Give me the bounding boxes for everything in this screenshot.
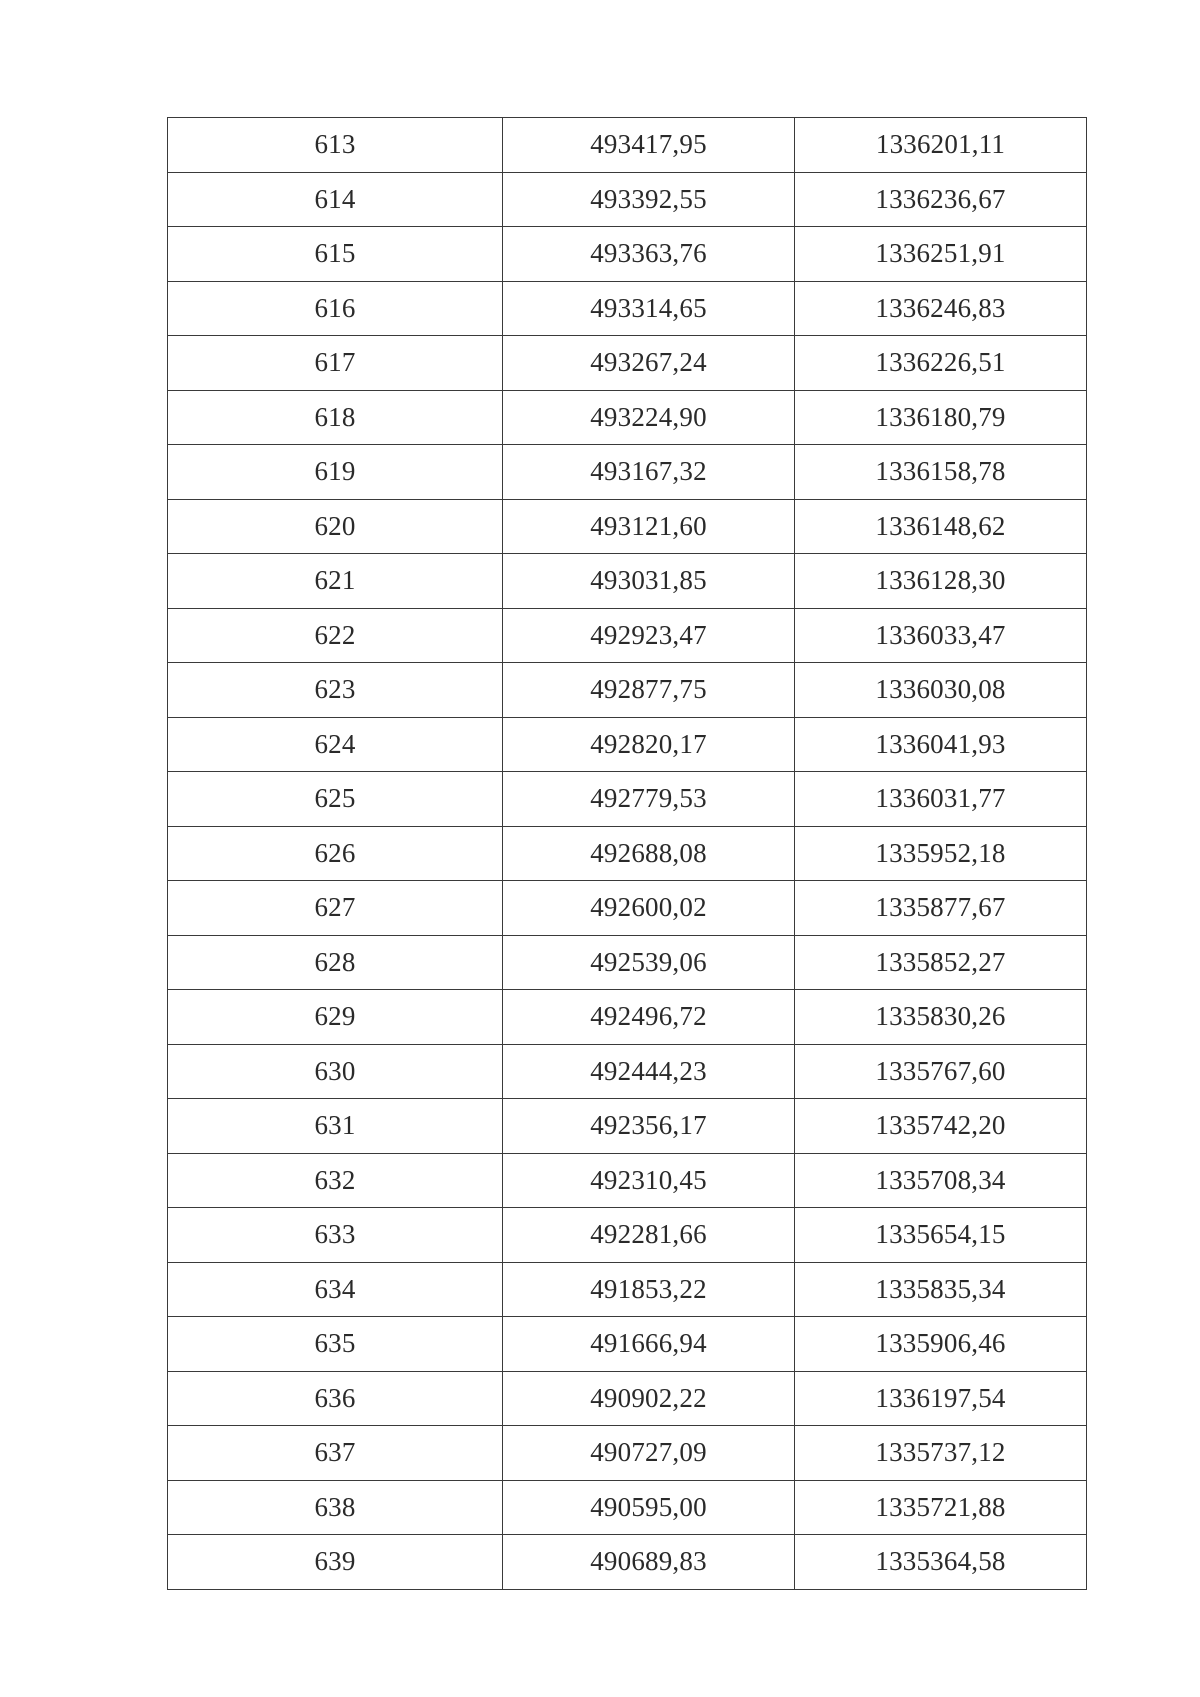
x-coordinate-cell: 493314,65 — [503, 281, 795, 336]
table-row — [168, 227, 1087, 282]
x-coordinate-cell: 491666,94 — [503, 1317, 795, 1372]
x-coordinate-cell: 492496,72 — [503, 990, 795, 1045]
y-coordinate-cell: 1336197,54 — [795, 1371, 1087, 1426]
point-number-cell: 631 — [168, 1099, 503, 1154]
y-coordinate-cell: 1336180,79 — [795, 390, 1087, 445]
table-row — [168, 608, 1087, 663]
table-row — [168, 281, 1087, 336]
x-coordinate-cell: 493267,24 — [503, 336, 795, 391]
table-row — [168, 1262, 1087, 1317]
x-coordinate-cell: 492877,75 — [503, 663, 795, 718]
y-coordinate-cell: 1335742,20 — [795, 1099, 1087, 1154]
point-number-cell: 624 — [168, 717, 503, 772]
point-number-cell: 614 — [168, 172, 503, 227]
coordinates-table — [167, 117, 1087, 1590]
table-row — [168, 445, 1087, 500]
x-coordinate-cell: 492539,06 — [503, 935, 795, 990]
x-coordinate-cell: 490902,22 — [503, 1371, 795, 1426]
table-row — [168, 1044, 1087, 1099]
x-coordinate-cell: 492923,47 — [503, 608, 795, 663]
x-coordinate-cell: 492820,17 — [503, 717, 795, 772]
point-number-cell: 630 — [168, 1044, 503, 1099]
point-number-cell: 634 — [168, 1262, 503, 1317]
y-coordinate-cell: 1336251,91 — [795, 227, 1087, 282]
y-coordinate-cell: 1335767,60 — [795, 1044, 1087, 1099]
x-coordinate-cell: 491853,22 — [503, 1262, 795, 1317]
y-coordinate-cell: 1335364,58 — [795, 1535, 1087, 1590]
table-row — [168, 990, 1087, 1045]
y-coordinate-cell: 1336033,47 — [795, 608, 1087, 663]
table-row — [168, 554, 1087, 609]
x-coordinate-cell: 493392,55 — [503, 172, 795, 227]
point-number-cell: 618 — [168, 390, 503, 445]
x-coordinate-cell: 493363,76 — [503, 227, 795, 282]
point-number-cell: 638 — [168, 1480, 503, 1535]
table-row — [168, 336, 1087, 391]
y-coordinate-cell: 1336236,67 — [795, 172, 1087, 227]
table-row — [168, 172, 1087, 227]
point-number-cell: 627 — [168, 881, 503, 936]
y-coordinate-cell: 1336148,62 — [795, 499, 1087, 554]
point-number-cell: 633 — [168, 1208, 503, 1263]
table-row — [168, 772, 1087, 827]
point-number-cell: 616 — [168, 281, 503, 336]
x-coordinate-cell: 490727,09 — [503, 1426, 795, 1481]
x-coordinate-cell: 492356,17 — [503, 1099, 795, 1154]
point-number-cell: 626 — [168, 826, 503, 881]
table-row — [168, 118, 1087, 173]
x-coordinate-cell: 492779,53 — [503, 772, 795, 827]
y-coordinate-cell: 1336158,78 — [795, 445, 1087, 500]
y-coordinate-cell: 1336201,11 — [795, 118, 1087, 173]
x-coordinate-cell: 492281,66 — [503, 1208, 795, 1263]
point-number-cell: 637 — [168, 1426, 503, 1481]
point-number-cell: 622 — [168, 608, 503, 663]
table-row — [168, 390, 1087, 445]
x-coordinate-cell: 490689,83 — [503, 1535, 795, 1590]
x-coordinate-cell: 493417,95 — [503, 118, 795, 173]
table-row — [168, 1371, 1087, 1426]
x-coordinate-cell: 493031,85 — [503, 554, 795, 609]
coordinates-table-body — [168, 118, 1087, 1590]
y-coordinate-cell: 1335906,46 — [795, 1317, 1087, 1372]
point-number-cell: 629 — [168, 990, 503, 1045]
y-coordinate-cell: 1335737,12 — [795, 1426, 1087, 1481]
point-number-cell: 620 — [168, 499, 503, 554]
table-row — [168, 1480, 1087, 1535]
y-coordinate-cell: 1336030,08 — [795, 663, 1087, 718]
table-row — [168, 1099, 1087, 1154]
y-coordinate-cell: 1335835,34 — [795, 1262, 1087, 1317]
table-row — [168, 499, 1087, 554]
point-number-cell: 639 — [168, 1535, 503, 1590]
y-coordinate-cell: 1336246,83 — [795, 281, 1087, 336]
x-coordinate-cell: 490595,00 — [503, 1480, 795, 1535]
y-coordinate-cell: 1335721,88 — [795, 1480, 1087, 1535]
x-coordinate-cell: 493167,32 — [503, 445, 795, 500]
point-number-cell: 623 — [168, 663, 503, 718]
table-row — [168, 1535, 1087, 1590]
y-coordinate-cell: 1336041,93 — [795, 717, 1087, 772]
point-number-cell: 625 — [168, 772, 503, 827]
y-coordinate-cell: 1335654,15 — [795, 1208, 1087, 1263]
y-coordinate-cell: 1336128,30 — [795, 554, 1087, 609]
y-coordinate-cell: 1335708,34 — [795, 1153, 1087, 1208]
point-number-cell: 617 — [168, 336, 503, 391]
y-coordinate-cell: 1335877,67 — [795, 881, 1087, 936]
table-row — [168, 1208, 1087, 1263]
y-coordinate-cell: 1336226,51 — [795, 336, 1087, 391]
table-row — [168, 1426, 1087, 1481]
point-number-cell: 628 — [168, 935, 503, 990]
point-number-cell: 619 — [168, 445, 503, 500]
table-row — [168, 935, 1087, 990]
table-row — [168, 1317, 1087, 1372]
x-coordinate-cell: 492444,23 — [503, 1044, 795, 1099]
x-coordinate-cell: 492310,45 — [503, 1153, 795, 1208]
table-row — [168, 663, 1087, 718]
x-coordinate-cell: 493121,60 — [503, 499, 795, 554]
table-row — [168, 1153, 1087, 1208]
point-number-cell: 615 — [168, 227, 503, 282]
y-coordinate-cell: 1335952,18 — [795, 826, 1087, 881]
y-coordinate-cell: 1335852,27 — [795, 935, 1087, 990]
point-number-cell: 636 — [168, 1371, 503, 1426]
table-row — [168, 826, 1087, 881]
x-coordinate-cell: 492688,08 — [503, 826, 795, 881]
point-number-cell: 635 — [168, 1317, 503, 1372]
point-number-cell: 632 — [168, 1153, 503, 1208]
point-number-cell: 613 — [168, 118, 503, 173]
table-row — [168, 881, 1087, 936]
y-coordinate-cell: 1335830,26 — [795, 990, 1087, 1045]
point-number-cell: 621 — [168, 554, 503, 609]
table-row — [168, 717, 1087, 772]
y-coordinate-cell: 1336031,77 — [795, 772, 1087, 827]
x-coordinate-cell: 493224,90 — [503, 390, 795, 445]
x-coordinate-cell: 492600,02 — [503, 881, 795, 936]
